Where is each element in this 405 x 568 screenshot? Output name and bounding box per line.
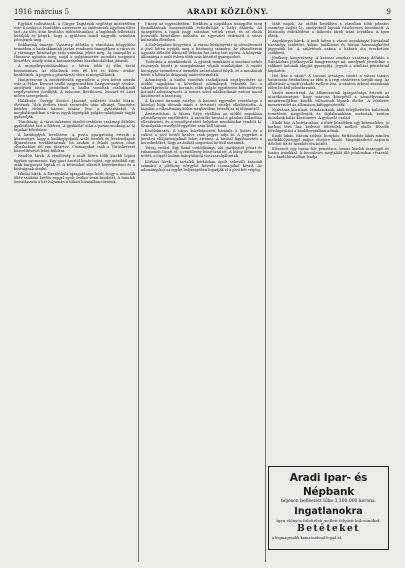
article: Jótékony hangverseny. A katonai zenekar vasárnap délután a Színházban jótékonycélú hangversenyt ad, amelynek jövedelme a rokkant katonák alapját gyarapítja. Jegyek a színházi pénztárnál kaphatók. bbox=[268, 56, 389, 73]
column-divider bbox=[265, 22, 266, 562]
article: Adományok. A hadba vonultak családjainak segélyezésére az utóbbi napokban a következő adományok érkeztek be: a takarékpénztár száz koronát, több polgár együttesen kétszázötven koronát adományozott. A nemes szívű adakozóknak ezúton mond köszönetet a bizottság. bbox=[141, 77, 262, 98]
article: Vasúti menetrend. Az államvasutak igazgatósága értesíti az utazóközönséget, hogy március közepétől a személyvonatok menetrendjében kisebb változások lépnek életbe. A részletes menetrendet az állomáson kifüggesztették. bbox=[268, 90, 389, 107]
column-divider bbox=[138, 22, 139, 562]
article: Tudósítás a munkásokról. A gyárak munkásai a mostani nehéz viszonyok között is szorgalmasan végzik munkájukat. A vasúti kocsigyár üzemében a termelés zavartalanul folyik, és a munkások bérét a háborús drágaság miatt felemelték. bbox=[141, 60, 262, 77]
article: Ünnep az egyesületben. Ezekben a napokban ünnepelte meg fennállásának huszonötödik évfordulóját a helyi dalárda. Az ünnepélyen a tagok nagy számban vettek részt, és az elnök hosszabb beszédben méltatta az egyesület érdemeit a város kulturális életében. bbox=[141, 22, 262, 43]
article: Mult napok. Az utóbbi hetekben a városban több jelentős esemény zajlott le, amelyekről lapunk részletesen beszámolt. A közönség érdeklődése a háborús hírek iránt továbbra is igen élénk. bbox=[268, 22, 389, 39]
masthead: ARADI KÖZLÖNY. bbox=[187, 7, 269, 16]
article: Egyházi tudósítások. A Görger Tagtársak segítségi intézetében este 6 órakor a Honfóldes szervezete az önkéntesek ügyében ülést tart. Az ülés után hivatalos tudósításainkat, a tagoknak felhívását közöljük és kérjük, hogy a gyűlésen minél nagyobb számban jelenjenek meg. bbox=[14, 22, 135, 43]
column-1 bbox=[14, 22, 135, 562]
article: Tüzoltóság. A város önkéntes tüzoltó testülete vasárnap délelőtt gyakorlatot tart a főtéren. A gyakorlat után a parancsnokság az új tagokat felesküszi. bbox=[14, 120, 135, 133]
article: Halálozás. Özvegy Kovács Jánosné, született Szabó Mária, életének 74-ik évében rövid szenvedés után elhunyt. Temetése kedden délután három órakor lesz a gyászházból. A megboldogultban a város egyik legrégibb polgárcsaládjának tagját gyászolják. bbox=[14, 98, 135, 120]
page-number: 9 bbox=[386, 8, 391, 16]
ad-capital: teljesen befizetett tőke 3,300.000 korona. bbox=[280, 499, 377, 504]
article: Elveszett egy barna bőr pénztárca, benne kisebb összeggel és fontos iratokkal. A becsületes megtaláló illő jutalomban részesül, ha a kiadóhivatalban leadja. bbox=[268, 147, 389, 160]
ad-loans-heading: Ingatlanokra bbox=[294, 506, 363, 517]
ad-loans-text: igen előnyös feltételek mellett folyósít kölcsönöket. bbox=[276, 518, 381, 523]
article: Tolvaj cseléd. Egy fiatal cselédleányt, aki gazdájától pénzt és ruhaneműt lopott el, a rendőrség letartóztatott. A leány beismerte tettét, a lopott holmit hiánytalanul visszaszolgáltatták. bbox=[141, 146, 262, 159]
article: Nyilvános köszönet. Mindazoknak, akik felejthetetlen halottunk temetésén megjelentek és fájdalmunkban osztoztak, ezúton mondunk hálás köszönetet. A gyászoló család. bbox=[268, 107, 389, 121]
article: Rokkantak ünnepe. Vasárnap délután a városháza közgyűlési termében a hadirokkantak javára rendezett ünnepélyen a város és a vármegye közönsége szép számban jelent meg. Az ünnepélyt a Himnusz nyitotta meg, majd a polgármester mondott megnyitó beszédet, amely után a katonazenekar hazafias dalokat játszott. bbox=[14, 43, 135, 64]
ad-deposits-text: a legmagasabb kamatozással fogad el. bbox=[272, 536, 343, 540]
article: Hangverseny. A zenekedvelők egyesülete a jövő héten szerda este a Fehér Kereszt szálló nagytermében hangversenyt rendez, amelynek tiszta jövedelmét a hadba vonultak családjainak segélyezésére fordítják. A műsoron Beethoven, Mozart és Liszt művei szerepelnek. bbox=[14, 77, 135, 98]
article: Eladó ház. A belvárosban, a főtér közelében egy kétemeletes, jó karban lévő ház kedvező feltételek mellett eladó. Bővebb felvilágosítást a kiadóhivatalban adnak. bbox=[268, 121, 389, 134]
article: Iskolai hírek. A főreáliskola igazgatósága közli, hogy a második félév tanítása hétfőn reggel nyolc órakor veszi kezdetét. A tanulók beiratkozása a hét folyamán a titkári hivatalban történik. bbox=[14, 171, 135, 184]
article: A Kultúrpalota könyvtára. A városi közkönyvtár új olvasótermét a jövő héten nyitják meg a közönség számára. Az olvasóterem naponta délelőtt kilenctől délután hat óráig tart nyitva. A könyvtár állománya a mult évben több száz kötettel gyarapodott. bbox=[141, 43, 262, 60]
article: Anyakönyvi hírek. A mult héten a városi anyakönyvi hivatalnál tizennégy születést, kilenc halálozást és három házasságkötést jegyeztek be. A születések száma a háború óta érezhetően csökkent. bbox=[268, 39, 389, 56]
column-2 bbox=[141, 22, 262, 562]
article: A hadifoglyok levelezése. A posta igazgatóság értesíti a közönséget, hogy a hadifoglyoknak szóló levelek és levelezőlapok díjmentesen továbbíttatnak, ha azokon a feladó pontos címe olvashatóan fel van tüntetve. Csomagokat csak a Vöröskereszt közvetítésével lehet küldeni. bbox=[14, 133, 135, 154]
article: Közélelmezés. A város közélelmezési hivatala a lisztet és a cukrot a jövő héttől kezdve csak jegyre adja ki. A jegyeket a kerületi elöljáróságoknál lehet átvenni. A hivatal figyelmezteti a kereskedőket, hogy az árakat szigorúan be kell tartaniuk. bbox=[141, 129, 262, 146]
article: Árvízvédelem. A Maros folyó vízállása az utóbbi napokban jelentékenyen emelkedett. A mérnöki hivatal a gátakat állandóan ellenőrizteti, és a veszélyeztetett helyekre munkásokat rendelt ki. Komolyabb veszélytől egyelőre nem kell tartani. bbox=[141, 111, 262, 129]
ad-deposits-heading: Betéteket bbox=[297, 524, 360, 534]
header-rule bbox=[14, 19, 391, 20]
article: Rendőri hírek. A rendőrség a mult héten több kisebb lopási ügyben nyomozott. Egy piaci árustól kosár tojást, egy másiktól egy zsák burgonyát loptak el. A tetteseket sikerült kézrekeríteni és a bíróságnak átadni. bbox=[14, 154, 135, 171]
article: A mozgóképszínházakban a héten több új film kerül bemutatásra. Az előadások este fél hét és kilenc órakor kezdődnek. A jegyek a pénztárnál előre is megválthatók. bbox=[14, 64, 135, 77]
article: A Kaszinó farsangi estélye. A kaszinó egyesület vezetősége a közelgő böjti időszak miatt a tervezett estélyt elhalasztotta. A tagokat a választmány külön meghívóban értesíti az új időpontról. bbox=[141, 98, 262, 111]
column-3 bbox=[268, 22, 389, 462]
page-header bbox=[14, 6, 391, 18]
article: Kiadó lakás. Három szobás, konyhás, fürdőszobás lakás minden mellékhelyiséggel május elsejére kiadó. Megtekinthető naponta délelőtt tíz és tizenkét óra között. bbox=[268, 134, 389, 147]
bank-advertisement bbox=[268, 466, 389, 550]
ad-bank-name: Aradi Ipar- és Népbank bbox=[289, 472, 368, 498]
article: Kórházi hírek. A tartalék kórházban ápolt sebesült katonák számára a jótékony nőegylet húsvéti csomagokat készít. Az adományokat az egylet helyiségében fogadják el a jövő hét végéig. bbox=[141, 159, 262, 172]
article: Hol lesz a vásár? A tavaszi országos vásárt a városi tanács határozata értelmében az idén is a régi vásártéren tartják meg. Az állatvásár a vasúti rakodó mellett lesz. A vásárra érkező árusoknak előre be kell jelentkezniük. bbox=[268, 73, 389, 90]
issue-date: 1916 március 5 bbox=[14, 8, 70, 16]
